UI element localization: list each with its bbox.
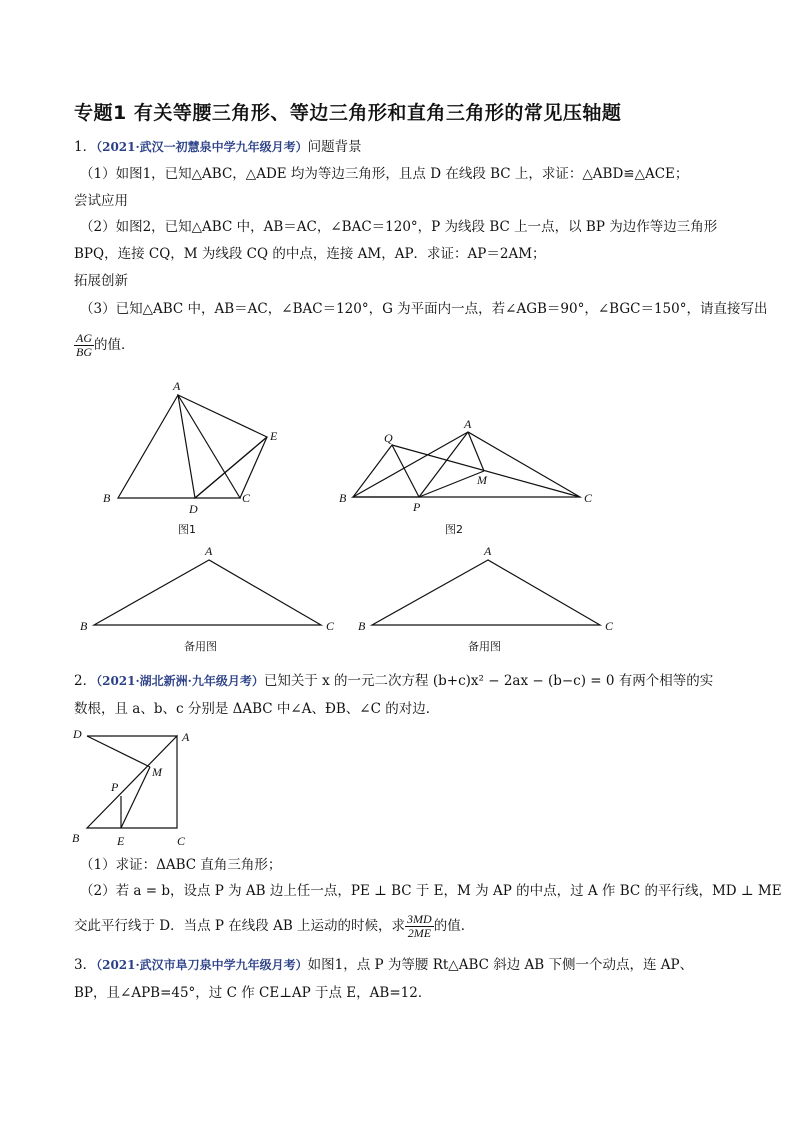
fig2-segment-cq (392, 445, 580, 497)
fig1-triangle-ade (178, 395, 267, 498)
q1-number: 1． (74, 139, 97, 155)
fig2-label-q: Q (384, 431, 393, 445)
fig1-caption: 图1 (178, 523, 196, 536)
q3-line1 (74, 956, 693, 974)
q1-part1: （1）如图1，已知△ABC，△ADE 均为等边三角形，且点 D 在线段 BC 上，求证：△ABD≌△ACE； (80, 166, 689, 182)
q2-part2-line2 (74, 913, 474, 940)
q2-segment-dm (87, 736, 150, 767)
fig2-label-b: B (339, 491, 347, 505)
q1-intro: 问题背景 (307, 139, 362, 155)
q2-label-d: D (73, 727, 82, 741)
q1-source: （2021·武汉一初慧泉中学九年级月考） (96, 140, 308, 154)
q2-fraction-num: 3MD (407, 912, 432, 926)
fig2-segment-am (468, 432, 484, 471)
q2-fraction (405, 913, 434, 940)
q2-label-m: M (152, 765, 162, 779)
q2-figure (72, 727, 190, 848)
q2-source: （2021·湖北新洲·九年级月考） (96, 674, 264, 688)
q1-heading-extend: 拓展创新 (74, 273, 128, 289)
q2-segment-me (121, 767, 150, 828)
q2-part2-line1: （2）若 a = b，设点 P 为 AB 边上任一点，PE ⊥ BC 于 E，M 为 AP 的中点，过 A 作 BC 的平行线，MD ⊥ ME (80, 883, 782, 899)
q1-part2-line2: BPQ，连接 CQ，M 为线段 CQ 的中点，连接 AM，AP．求证：AP＝2AM； (74, 246, 546, 262)
q2-text-line2: 数根，且 a、b、c 分别是 ΔABC 中∠A、ÐB、∠C 的对边． (74, 701, 440, 717)
fig1-triangle-abc (118, 395, 240, 498)
fig1-segment-de (195, 437, 267, 498)
q2-part1: （1）求证：ΔABC 直角三角形； (80, 857, 282, 873)
page-title: 专题1 有关等腰三角形、等边三角形和直角三角形的常见压轴题 (74, 102, 622, 124)
q2-part2-end: 的值． (433, 918, 475, 934)
spare1-triangle (94, 560, 321, 625)
spare1-label-b: B (80, 619, 88, 633)
q2-number: 2． (74, 673, 97, 689)
fig1-label-b: B (103, 491, 111, 505)
fig2-label-m: M (477, 473, 487, 487)
q1-part3-line1: （3）已知△ABC 中，AB＝AC，∠BAC＝120°，G 为平面内一点，若∠AGB＝90°，∠BGC＝150°，请直接写出 (80, 301, 768, 317)
figure-1 (103, 379, 278, 536)
fig2-label-a: A (464, 417, 472, 431)
fig1-label-c: C (242, 491, 251, 505)
spare-figure-2 (358, 544, 614, 653)
fig1-label-d: D (189, 502, 198, 516)
fig2-label-p: P (413, 500, 421, 514)
q1-part2-line1: （2）如图2，已知△ABC 中，AB＝AC，∠BAC＝120°，P 为线段 BC 上一点，以 BP 为边作等边三角形 (80, 219, 718, 235)
spare1-label-a: A (205, 544, 213, 558)
q3-text-line2: BP，且∠APB=45°，过 C 作 CE⊥AP 于点 E，AB=12． (74, 985, 432, 1001)
q2-label-c: C (177, 834, 186, 848)
q1-fraction-num: AG (76, 331, 92, 345)
q3-text-line1: 如图1，点 P 为等腰 Rt△ABC 斜边 AB 下侧一个动点，连 AP、 (307, 957, 694, 973)
spare2-label-c: C (605, 619, 614, 633)
q2-label-b: B (72, 831, 80, 845)
q2-label-p: P (111, 780, 119, 794)
q2-fraction-den: 2ME (407, 926, 432, 940)
spare1-label-c: C (326, 619, 335, 633)
fig2-caption: 图2 (445, 523, 463, 536)
q2-text-line1: 已知关于 x 的一元二次方程 (b+c)x² − 2ax − (b−c) = 0 有两个相等的实 (263, 673, 714, 689)
q1-part3-end: 的值． (94, 337, 135, 353)
q3-number: 3． (74, 957, 97, 973)
q2-label-a: A (182, 730, 190, 744)
fig1-label-e: E (270, 429, 278, 443)
q2-part2-text: 交此平行线于 D．当点 P 在线段 AB 上运动的时候，求 (74, 918, 406, 934)
q2-line1 (74, 672, 713, 690)
spare2-caption: 备用图 (468, 640, 501, 653)
figure-2 (339, 417, 593, 536)
q3-source: （2021·武汉市阜刀泉中学九年级月考） (96, 958, 308, 972)
fig2-triangle-bpq (353, 445, 419, 497)
q2-triangle-abc (87, 736, 177, 828)
spare1-caption: 备用图 (184, 640, 217, 653)
q1-heading-apply: 尝试应用 (74, 193, 128, 209)
spare-figure-1 (80, 544, 335, 653)
spare2-label-b: B (358, 619, 366, 633)
fig2-label-c: C (584, 491, 593, 505)
fig1-label-a: A (173, 379, 181, 393)
fig1-segment-ce (240, 437, 267, 498)
q2-label-e: E (117, 834, 125, 848)
spare2-triangle (372, 560, 600, 625)
spare2-label-a: A (484, 544, 492, 558)
q1-fraction-den: BG (76, 345, 92, 359)
